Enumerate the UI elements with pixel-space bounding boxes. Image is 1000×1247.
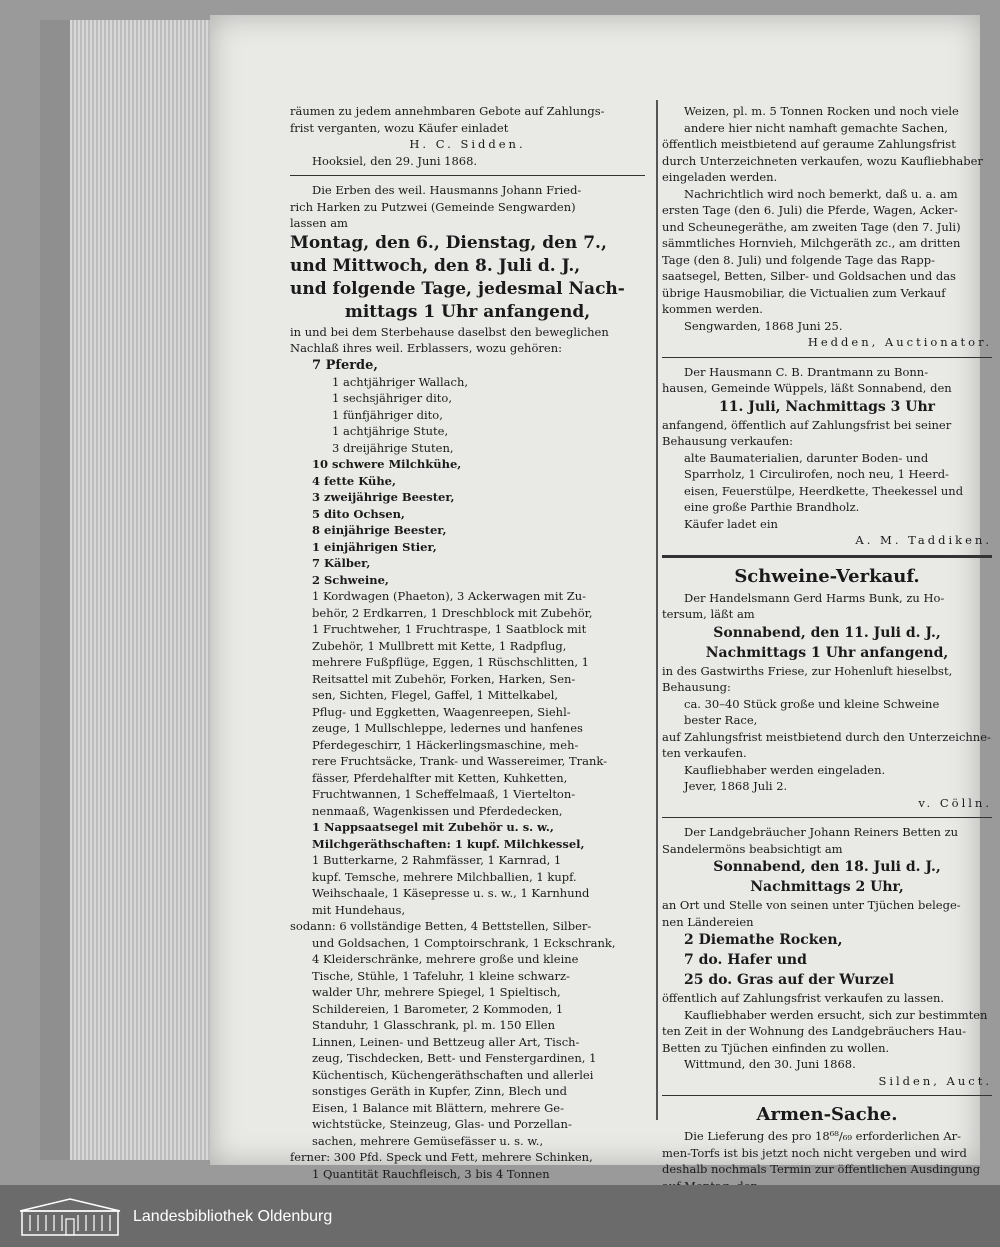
- library-building-icon: [18, 1197, 122, 1237]
- text-line: bester Race,: [684, 713, 758, 727]
- section-heading: Schweine-Verkauf.: [734, 565, 920, 587]
- headline: mittags 1 Uhr anfangend,: [344, 301, 591, 322]
- footer-bar: [0, 1185, 1000, 1247]
- text-line: sonstiges Geräth in Kupfer, Zinn, Blech und: [312, 1084, 568, 1098]
- text-line: eine große Parthie Brandholz.: [684, 500, 860, 514]
- text-line: mit Hundehaus,: [312, 902, 406, 917]
- text-line: lassen am: [290, 216, 348, 230]
- text-line: räumen zu jedem annehmbaren Gebote auf Zahlungs-: [290, 104, 605, 118]
- text-line: in des Gastwirths Friese, zur Hohenluft hieselbst,: [662, 663, 953, 678]
- text-line: Der Landgebräucher Johann Reiners Betten zu: [684, 825, 959, 839]
- signature: H. C. Sidden.: [409, 137, 526, 151]
- text-line: und Goldsachen, 1 Comptoirschrank, 1 Eckschrank,: [312, 935, 616, 950]
- signature: A. M. Taddiken.: [855, 533, 992, 547]
- text-line: Die Lieferung des pro 18⁶⁸/₆₉ erforderlichen Ar-: [684, 1129, 962, 1143]
- date-line: Hooksiel, den 29. Juni 1868.: [312, 153, 478, 168]
- list-item: 7 Kälber,: [312, 556, 371, 570]
- text-line: Kaufliebhaber werden ersucht, sich zur bestimmten: [684, 1007, 988, 1022]
- text-line: Standuhr, 1 Glasschrank, pl. m. 150 Ellen: [312, 1018, 555, 1032]
- text-line: Nachlaß ihres weil. Erblassers, wozu gehören:: [290, 341, 562, 355]
- headline: Nachmittags 1 Uhr anfangend,: [705, 644, 949, 661]
- headline: und folgende Tage, jedesmal Nach-: [290, 278, 625, 299]
- signature: Hedden, Auctionator.: [807, 335, 992, 349]
- text-line: frist verganten, wozu Käufer einladet: [290, 120, 509, 135]
- list-item: 7 do. Hafer und: [684, 952, 807, 968]
- section-heading: Armen-Sache.: [756, 1104, 898, 1125]
- text-line: nenmaaß, Wagenkissen und Pferdedecken,: [312, 803, 563, 818]
- text-line: men-Torfs ist bis jetzt noch nicht vergeben und wird: [662, 1145, 967, 1160]
- text-line: walder Uhr, mehrere Spiegel, 1 Spieltisch,: [312, 985, 561, 999]
- text-line: Pferdegeschirr, 1 Häckerlingsmaschine, meh-: [312, 737, 579, 752]
- text-line: Behausung:: [662, 680, 731, 694]
- text-line: fässer, Pferdehalfter mit Ketten, Kuhketten,: [312, 770, 568, 785]
- list-item: 3 zweijährige Beester,: [312, 490, 455, 504]
- date-line: Sengwarden, 1868 Juni 25.: [684, 318, 843, 333]
- separator: [290, 175, 645, 176]
- text-line: Tische, Stühle, 1 Tafeluhr, 1 kleine schwarz-: [312, 968, 570, 983]
- headline: und Mittwoch, den 8. Juli d. J.,: [290, 255, 581, 276]
- text-line: Eisen, 1 Balance mit Blättern, mehrere Ge-: [312, 1100, 564, 1115]
- text-line: in und bei dem Sterbehause daselbst den beweglichen: [290, 324, 609, 339]
- text-line: Betten zu Tjüchen einfinden zu wollen.: [662, 1040, 890, 1055]
- list-item: 8 einjährige Beester,: [312, 523, 447, 537]
- text-line: Küchentisch, Küchengeräthschaften und allerlei: [312, 1067, 594, 1082]
- text-line: Tage (den 8. Juli) und folgende Tage das Rapp-: [662, 252, 936, 267]
- library-name: Landesbibliothek Oldenburg: [133, 1208, 333, 1225]
- text-line: ca. 30–40 Stück große und kleine Schweine: [684, 696, 940, 711]
- signature: v. Cölln.: [918, 795, 992, 810]
- text-line: eisen, Feuerstülpe, Heerdkette, Theekessel und: [684, 483, 964, 498]
- text-line: Reitsattel mit Zubehör, Forken, Harken, Sen-: [312, 671, 576, 686]
- text-line: Fruchtwannen, 1 Scheffelmaaß, 1 Viertelton-: [312, 787, 576, 801]
- text-line: sämmtliches Hornvieh, Milchgeräth zc., am dritten: [662, 236, 961, 250]
- separator: [662, 555, 992, 558]
- text-line: Der Handelsmann Gerd Harms Bunk, zu Ho-: [684, 590, 945, 605]
- text-line: wichtstücke, Steinzeug, Glas- und Porzellan-: [312, 1117, 572, 1131]
- list-item: 10 schwere Milchkühe,: [312, 457, 462, 471]
- text-line: Käufer ladet ein: [684, 516, 778, 531]
- text-line: rich Harken zu Putzwei (Gemeinde Sengwarden): [290, 199, 576, 214]
- list-item: 3 dreijährige Stuten,: [332, 440, 454, 455]
- headline: Sonnabend, den 18. Juli d. J.,: [713, 859, 941, 875]
- text-line: anfangend, öffentlich auf Zahlungsfrist bei seiner: [662, 417, 952, 432]
- text-line: 1 Fruchtweher, 1 Fruchtraspe, 1 Saatblock mit: [312, 622, 587, 636]
- headline: Montag, den 6., Dienstag, den 7.,: [290, 232, 607, 253]
- text-line: tersum, läßt am: [662, 607, 755, 621]
- text-line: Milchgeräthschaften: 1 kupf. Milchkessel,: [312, 836, 585, 851]
- list-item: 1 achtjährige Stute,: [332, 424, 449, 438]
- text-line: durch Unterzeichneten verkaufen, wozu Kaufliebhaber: [662, 153, 983, 168]
- text-line: 1 Nappsaatsegel mit Zubehör u. s. w.,: [312, 820, 554, 834]
- text-line: 4 Kleiderschränke, mehrere große und kleine: [312, 952, 579, 966]
- text-line: ten Zeit in der Wohnung des Landgebräuchers Hau-: [662, 1024, 967, 1038]
- separator: [662, 357, 992, 358]
- text-line: behör, 2 Erdkarren, 1 Dreschblock mit Zubehör,: [312, 605, 593, 620]
- date-line: Jever, 1868 Juli 2.: [684, 779, 788, 793]
- text-line: Kaufliebhaber werden eingeladen.: [684, 762, 886, 777]
- text-line: eingeladen werden.: [662, 170, 778, 184]
- separator: [662, 1095, 992, 1096]
- right-column: [662, 103, 992, 1214]
- list-item: 1 fünfjähriger dito,: [332, 407, 443, 422]
- text-line: Pflug- und Eggketten, Waagenreepen, Siehl-: [312, 704, 571, 719]
- list-item: 2 Diemathe Rocken,: [684, 932, 843, 948]
- text-line: alte Baumaterialien, darunter Boden- und: [684, 450, 929, 465]
- signature: Silden, Auct.: [878, 1073, 992, 1088]
- separator: [662, 817, 992, 818]
- list-item: 2 Schweine,: [312, 572, 389, 587]
- text-line: 1 Butterkarne, 2 Rahmfässer, 1 Karnrad, 1: [312, 853, 562, 867]
- text-line: Zubehör, 1 Mullbrett mit Kette, 1 Radpflug,: [312, 638, 567, 653]
- text-line: rere Fruchtsäcke, Trank- und Wassereimer, Trank-: [312, 754, 608, 768]
- list-item: 7 Pferde,: [312, 357, 378, 373]
- text-line: sachen, mehrere Gemüsefässer u. s. w.,: [312, 1133, 544, 1148]
- text-line: Weihschaale, 1 Käsepresse u. s. w., 1 Karnhund: [312, 886, 590, 900]
- list-item: 1 achtjähriger Wallach,: [332, 374, 469, 389]
- text-line: zeuge, 1 Mullschleppe, ledernes und hanfenes: [312, 721, 583, 735]
- text-line: mehrere Fußpflüge, Eggen, 1 Rüschschlitten, 1: [312, 655, 589, 669]
- text-line: an Ort und Stelle von seinen unter Tjüchen belege-: [662, 898, 961, 912]
- text-line: Sandelermöns beabsichtigt am: [662, 841, 843, 856]
- text-line: kommen werden.: [662, 302, 763, 316]
- text-line: 1 Kordwagen (Phaeton), 3 Ackerwagen mit Zu-: [312, 589, 587, 603]
- headline: 11. Juli, Nachmittags 3 Uhr: [718, 398, 936, 415]
- text-line: Weizen, pl. m. 5 Tonnen Rocken und noch viele: [684, 104, 959, 118]
- text-line: hausen, Gemeinde Wüppels, läßt Sonnabend, den: [662, 381, 952, 395]
- text-line: Schildereien, 1 Barometer, 2 Kommoden, 1: [312, 1001, 564, 1016]
- text-line: Nachrichtlich wird noch bemerkt, daß u. a. am: [684, 186, 958, 201]
- text-line: 1 Quantität Rauchfleisch, 3 bis 4 Tonnen: [312, 1166, 550, 1181]
- left-column: [290, 103, 645, 1182]
- text-line: ferner: 300 Pfd. Speck und Fett, mehrere Schinken,: [290, 1150, 593, 1164]
- text-line: Sparrholz, 1 Circulirofen, noch neu, 1 Heerd-: [684, 467, 949, 481]
- headline: Sonnabend, den 11. Juli d. J.,: [713, 624, 941, 641]
- text-line: auf Zahlungsfrist meistbietend durch den Unterzeichne-: [662, 729, 991, 744]
- date-line: Wittmund, den 30. Juni 1868.: [684, 1057, 856, 1071]
- text-line: sodann: 6 vollständige Betten, 4 Bettstellen, Silber-: [290, 919, 592, 933]
- text-line: andere hier nicht namhaft gemachte Sachen,: [684, 120, 948, 135]
- text-line: Behausung verkaufen:: [662, 434, 794, 448]
- text-line: ten verkaufen.: [662, 746, 747, 760]
- headline: Nachmittags 2 Uhr,: [750, 879, 904, 895]
- list-item: 1 einjährigen Stier,: [312, 539, 437, 554]
- list-item: 1 sechsjähriger dito,: [332, 391, 452, 405]
- text-line: und Scheunegeräthe, am zweiten Tage (den 7. Juli): [662, 219, 961, 234]
- list-item: 4 fette Kühe,: [312, 473, 396, 488]
- text-line: Die Erben des weil. Hausmanns Johann Fried-: [312, 183, 582, 197]
- text-line: sen, Sichten, Flegel, Gaffel, 1 Mittelkabel,: [312, 688, 559, 702]
- text-line: übrige Hausmobiliar, die Victualien zum Verkauf: [662, 285, 946, 300]
- text-line: ersten Tage (den 6. Juli) die Pferde, Wagen, Acker-: [662, 203, 958, 217]
- text-line: öffentlich meistbietend auf geraume Zahlungsfrist: [662, 137, 956, 151]
- text-line: kupf. Temsche, mehrere Milchballien, 1 kupf.: [312, 869, 577, 884]
- text-line: nen Ländereien: [662, 914, 754, 929]
- text-line: saatsegel, Betten, Silber- und Goldsachen und das: [662, 269, 956, 283]
- column-divider: [656, 100, 658, 1120]
- list-item: 5 dito Ochsen,: [312, 506, 405, 521]
- text-line: deshalb nochmals Termin zur öffentlichen Ausdingung: [662, 1162, 981, 1176]
- text-line: Linnen, Leinen- und Bettzeug aller Art, Tisch-: [312, 1034, 580, 1049]
- text-line: Der Hausmann C. B. Drantmann zu Bonn-: [684, 364, 929, 379]
- text-line: öffentlich auf Zahlungsfrist verkaufen zu lassen.: [662, 991, 945, 1005]
- list-item: 25 do. Gras auf der Wurzel: [684, 972, 895, 988]
- text-line: zeug, Tischdecken, Bett- und Fenstergardinen, 1: [312, 1051, 597, 1065]
